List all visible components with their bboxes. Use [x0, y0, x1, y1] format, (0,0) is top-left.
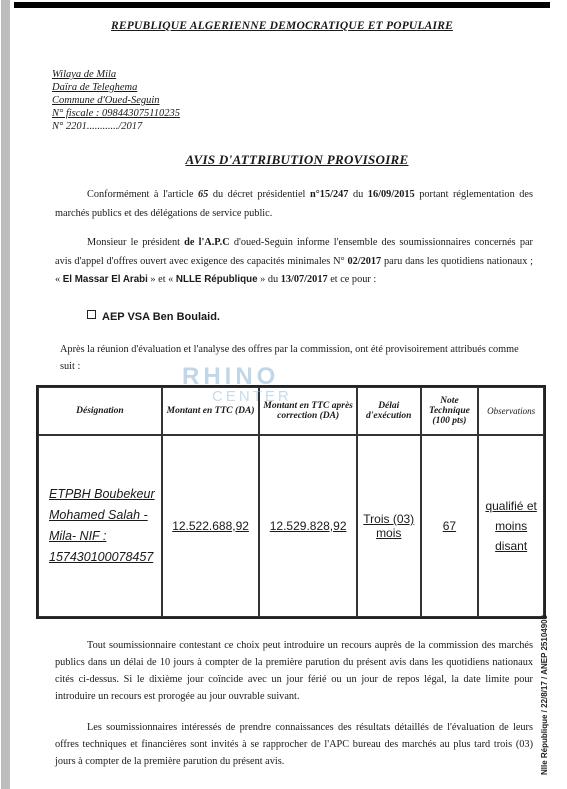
paragraph-legal-basis: Conformément à l'article 65 du décret présidentiel n°15/247 du 16/09/2015 portant réglementation des marchés publics et des délégations de service public. — [55, 189, 533, 219]
scan-top-bar — [14, 2, 550, 8]
administration-block — [52, 68, 180, 133]
header-designation: Désignation — [38, 387, 162, 435]
cell-observations: qualifié et moins disant — [478, 435, 544, 617]
reference-number: N° 2201............/2017 — [52, 121, 143, 132]
republic-header: REPUBLIQUE ALGERIENNE DEMOCRATIQUE ET POPULAIRE — [111, 20, 453, 32]
wilaya-line: Wilaya de Mila — [52, 69, 117, 80]
document-page — [12, 10, 552, 780]
header-montant-correction: Montant en TTC après correction (DA) — [259, 387, 357, 435]
paragraph-announcement: Monsieur le président de l'A.P.C d'oued-Seguin informe l'ensemble des soumissionnaires concernés par avis d'appel d'offres ouvert avec exigence des capacités minimales N° 02/2017 paru dans les quotidiens nationaux ; « El Massar El Arabi » et « NLLE République » du 13/07/2017 et ce pour : — [55, 237, 534, 285]
paragraph-attribution-intro: Après la réunion d'évaluation et l'analyse des offres par la commission, ont été provisoirement attribués comme suit : — [60, 344, 519, 372]
cell-montant: 12.522.688,92 — [162, 435, 260, 617]
table-row — [38, 435, 544, 617]
header-montant: Montant en TTC (DA) — [162, 387, 260, 435]
watermark-text: RHINO — [182, 363, 280, 390]
notice-title: AVIS D'ATTRIBUTION PROVISOIRE — [185, 152, 409, 167]
checkbox-icon — [87, 310, 96, 319]
paragraph-appeal: Tout soumissionnaire contestant ce choix peut introduire un recours auprès de la commission des marchés publics dans un délai de 10 jours à compter de la première parution du présent avis dans les quotidiens nationaux cités ci-dessus. Si le dixième jour coïncide avec un jour férié ou un jour de repos légal, la date limite pour introduire un recours est prorogée au jour ouvrable suivant. — [55, 640, 533, 702]
lot-label: AEP VSA Ben Boulaid. — [102, 311, 220, 323]
paragraph-results-access: Les soumissionnaires intéressés de prendre connaissances des résultats détaillés de l'évaluation de leurs offres techniques et financières sont invités à se rapprocher de l'APC bureau des marchés au plus tard trois (03) jours à compter de la première parution du présent avis. — [55, 722, 533, 767]
cell-note: 67 — [421, 435, 479, 617]
daira-line: Daïra de Teleghema — [52, 82, 138, 93]
commune-line: Commune d'Oued-Seguin — [52, 95, 160, 106]
cell-designation: ETPBH Boubekeur Mohamed Salah -Mila- NIF : 157430100078457 — [38, 435, 162, 617]
fiscal-number: N° fiscale : 098443075110235 — [52, 108, 180, 119]
cell-montant-correction: 12.529.828,92 — [259, 435, 357, 617]
watermark-subtext: CENTER — [212, 388, 292, 405]
header-note: Note Technique (100 pts) — [421, 387, 479, 435]
lot-line — [87, 310, 220, 323]
scan-margin — [1, 0, 10, 789]
header-delai: Délai d'exécution — [357, 387, 421, 435]
attribution-table — [36, 385, 546, 619]
cell-delai: Trois (03) mois — [357, 435, 421, 617]
header-observations: Observations — [478, 387, 544, 435]
publication-reference: Nlle République / 22/8/17 / ANEP 25104903 — [540, 614, 549, 775]
